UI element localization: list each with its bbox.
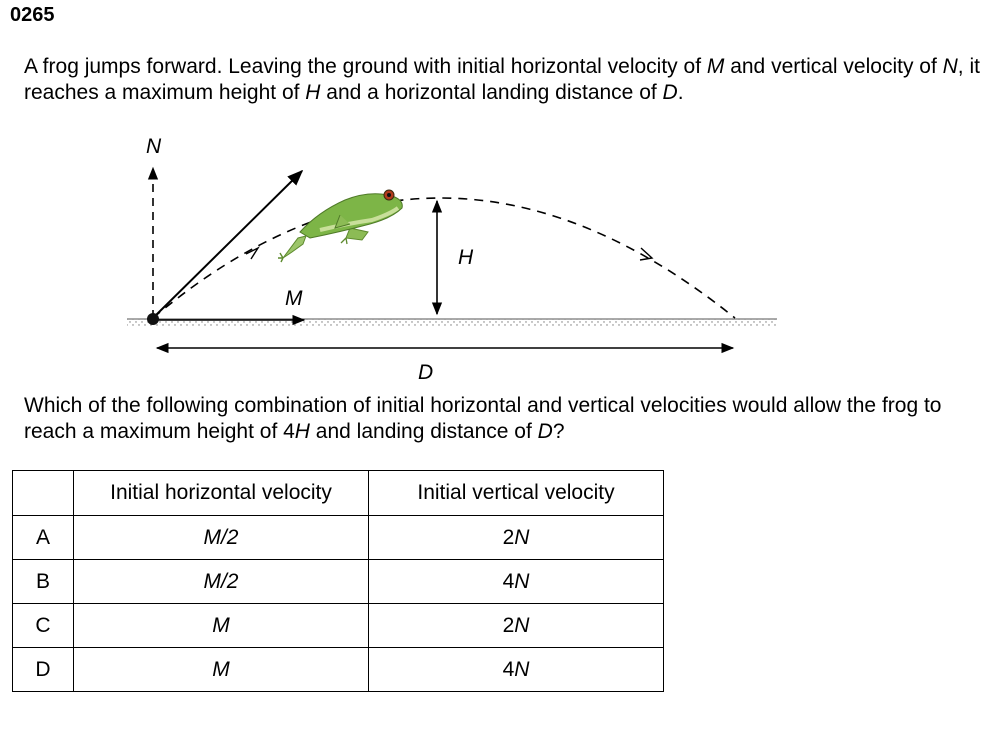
- option-letter[interactable]: C: [13, 604, 74, 648]
- option-horizontal: M: [74, 648, 369, 692]
- option-row-a[interactable]: [13, 516, 664, 560]
- label-h: H: [458, 246, 474, 269]
- option-horizontal: M: [74, 604, 369, 648]
- option-row-c[interactable]: [13, 604, 664, 648]
- option-row-d[interactable]: [13, 648, 664, 692]
- label-m: M: [285, 287, 303, 310]
- options-table: [12, 470, 664, 692]
- frog-icon: [278, 190, 402, 262]
- question-stem: [24, 54, 999, 106]
- resultant-velocity-arrow: [153, 171, 302, 318]
- stem-var-d: D: [662, 81, 678, 104]
- label-d: D: [418, 361, 434, 384]
- question-var-h: H: [294, 420, 310, 443]
- question-text: [24, 393, 999, 445]
- question-text-3: ?: [552, 420, 565, 443]
- label-n: N: [146, 135, 162, 158]
- stem-var-h: H: [305, 81, 321, 104]
- stem-var-m: M: [706, 55, 725, 78]
- option-vertical: 4N: [369, 560, 664, 604]
- question-number: 0265: [10, 4, 55, 26]
- header-horizontal: Initial horizontal velocity: [74, 471, 369, 516]
- option-letter[interactable]: A: [13, 516, 74, 560]
- option-letter[interactable]: D: [13, 648, 74, 692]
- table-header-row: [13, 471, 664, 516]
- stem-text-2: and vertical velocity of: [724, 55, 943, 78]
- question-text-1: Which of the following combination of initial horizontal and vertical velocities would allow the frog to reach a maximum height of 4: [24, 394, 942, 443]
- stem-text-3: , it reaches a maximum height of: [24, 55, 980, 104]
- option-vertical: 4N: [369, 648, 664, 692]
- stem-text-1: A frog jumps forward. Leaving the ground with initial horizontal velocity of: [24, 55, 707, 78]
- option-letter[interactable]: B: [13, 560, 74, 604]
- projectile-diagram: [0, 130, 800, 390]
- launch-point: [147, 313, 159, 325]
- stem-text-4: and a horizontal landing distance of: [320, 81, 663, 104]
- option-vertical: 2N: [369, 516, 664, 560]
- stem-var-n: N: [942, 55, 958, 78]
- option-horizontal: M/2: [74, 516, 369, 560]
- option-row-b[interactable]: [13, 560, 664, 604]
- question-text-2: and landing distance of: [309, 420, 538, 443]
- header-vertical: Initial vertical velocity: [369, 471, 664, 516]
- option-horizontal: M/2: [74, 560, 369, 604]
- header-blank: [13, 471, 74, 516]
- question-var-d: D: [537, 420, 553, 443]
- option-vertical: 2N: [369, 604, 664, 648]
- stem-text-5: .: [677, 81, 684, 104]
- trajectory-curve: [153, 198, 735, 318]
